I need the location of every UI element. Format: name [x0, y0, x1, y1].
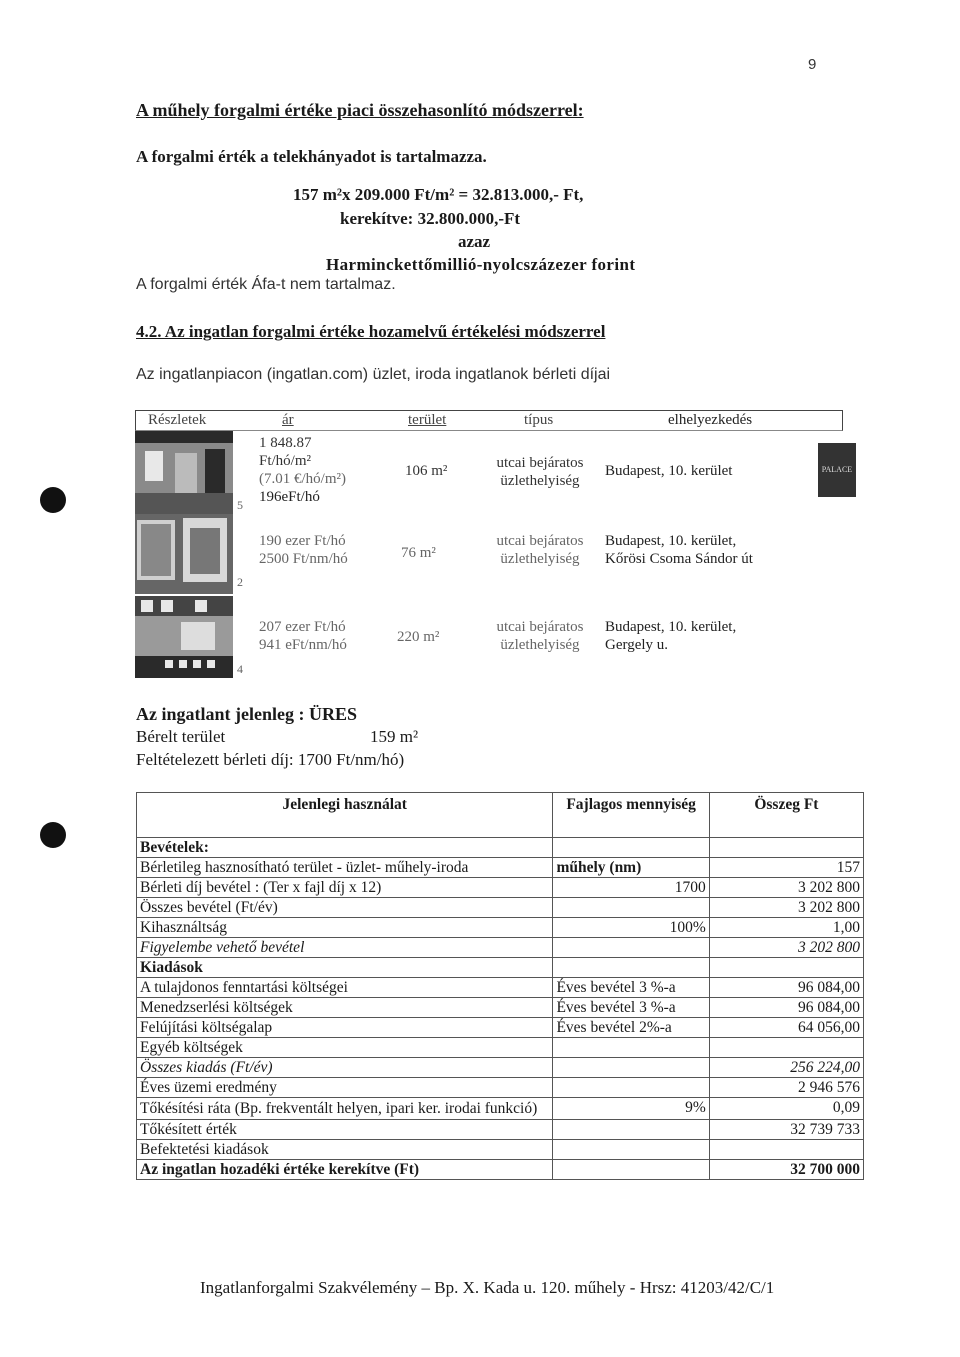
listing-photo-2: [135, 514, 233, 594]
listing-photo-1: [135, 431, 233, 514]
punch-hole-bottom: [40, 822, 66, 848]
listing-side-number-1: 5: [237, 498, 243, 512]
listing-header: [135, 410, 843, 431]
header-location: elhelyezkedés: [668, 412, 753, 428]
table-row: Tőkésítési ráta (Bp. frekventált helyen, ipari ker. irodai funkció) 9% 0,09: [137, 1098, 864, 1120]
listing-location-1: Budapest, 10. kerület: [605, 463, 733, 479]
vat-note: A forgalmi érték Áfa-t nem tartalmaz.: [136, 276, 396, 293]
table-row: Befektetési kiadások: [137, 1140, 864, 1160]
listing-type-1: utcai bejáratos üzlethelyiség: [496, 455, 584, 489]
table-row: Kiadások: [137, 958, 864, 978]
table-row: Éves üzemi eredmény 2 946 576: [137, 1078, 864, 1098]
listing-side-number-2: 2: [237, 575, 243, 589]
intro-text: A forgalmi érték a telekhányadot is tartalmazza.: [136, 147, 487, 166]
listing-type-3: utcai bejáratos üzlethelyiség: [496, 619, 584, 653]
table-row: Bérleti díj bevétel : (Ter x fajl díj x 12) 1700 3 202 800: [137, 878, 864, 898]
head-amount: Összeg Ft: [709, 793, 863, 838]
table-row: Tőkésített érték 32 739 733: [137, 1120, 864, 1140]
table-header-row: [137, 793, 864, 838]
listing-type-2: utcai bejáratos üzlethelyiség: [496, 533, 584, 567]
calc-line-2: kerekítve: 32.800.000,-Ft: [340, 209, 521, 228]
listing-area-1: 106 m²: [405, 463, 448, 479]
table-row: Összes kiadás (Ft/év) 256 224,00: [137, 1058, 864, 1078]
table-row: Kihasználtság 100% 1,00: [137, 918, 864, 938]
table-row: Bevételek:: [137, 838, 864, 858]
listing-location-3: Budapest, 10. kerület, Gergely u.: [605, 619, 737, 653]
listing-price-2: 190 ezer Ft/hó 2500 Ft/nm/hó: [259, 533, 348, 567]
listing-location-2: Budapest, 10. kerület, Kőrösi Csoma Sándor út: [605, 533, 753, 567]
listing-area-3: 220 m²: [397, 629, 440, 645]
calc-line-4: Harminckettőmillió-nyolcszázezer forint: [326, 255, 636, 274]
head-quantity: Fajlagos mennyiség: [553, 793, 709, 838]
table-row: Figyelembe vehető bevétel 3 202 800: [137, 938, 864, 958]
header-price: ár: [282, 412, 294, 428]
table-row-total: Az ingatlan hozadéki értéke kerekítve (Ft) 32 700 000: [137, 1160, 864, 1180]
header-details: Részletek: [148, 412, 207, 428]
palace-logo: PALACE: [818, 443, 856, 497]
income-table: [136, 792, 864, 1180]
listing-price-3: 207 ezer Ft/hó 941 eFt/nm/hó: [259, 619, 347, 653]
header-area: terület: [408, 412, 447, 428]
calc-line-3: azaz: [458, 232, 491, 251]
table-row: Bérletileg hasznosítható terület - üzlet- műhely-iroda műhely (nm) 157: [137, 858, 864, 878]
table-row: Menedzserlési költségek Éves bevétel 3 %-a 96 084,00: [137, 998, 864, 1018]
section-title: A műhely forgalmi értéke piaci összehasonlító módszerrel:: [136, 100, 584, 120]
head-usage: Jelenlegi használat: [137, 793, 553, 838]
listing-area-2: 76 m²: [401, 545, 436, 561]
listing-side-number-3: 4: [237, 662, 243, 676]
table-row: Összes bevétel (Ft/év) 3 202 800: [137, 898, 864, 918]
market-intro: Az ingatlanpiacon (ingatlan.com) üzlet, iroda ingatlanok bérleti díjai: [136, 366, 611, 383]
calc-line-1: 157 m²x 209.000 Ft/m² = 32.813.000,- Ft,: [293, 185, 584, 204]
punch-hole-top: [40, 487, 66, 513]
listing-price-1: 1 848.87 Ft/hó/m² (7.01 €/hó/m²) 196eFt/hó: [259, 435, 346, 505]
status-line-3: Feltételezett bérleti díj: 1700 Ft/nm/hó): [136, 750, 405, 769]
section2-title: 4.2. Az ingatlan forgalmi értéke hozamelvű értékelési módszerrel: [136, 322, 606, 341]
status-area-label: Bérelt terület: [136, 727, 226, 746]
table-row: Felújítási költségalap Éves bevétel 2%-a 64 056,00: [137, 1018, 864, 1038]
page-number: 9: [808, 56, 817, 73]
table-row: Egyéb költségek: [137, 1038, 864, 1058]
page-footer: Ingatlanforgalmi Szakvélemény – Bp. X. Kada u. 120. műhely - Hrsz: 41203/42/C/1: [200, 1278, 775, 1297]
table-row: A tulajdonos fenntartási költségei Éves bevétel 3 %-a 96 084,00: [137, 978, 864, 998]
status-area-value: 159 m²: [370, 727, 419, 746]
header-type: típus: [524, 412, 554, 428]
listing-photo-3: [135, 596, 233, 678]
listing-comparison: [135, 410, 853, 680]
status-line-1: Az ingatlant jelenleg : ÜRES: [136, 704, 357, 724]
